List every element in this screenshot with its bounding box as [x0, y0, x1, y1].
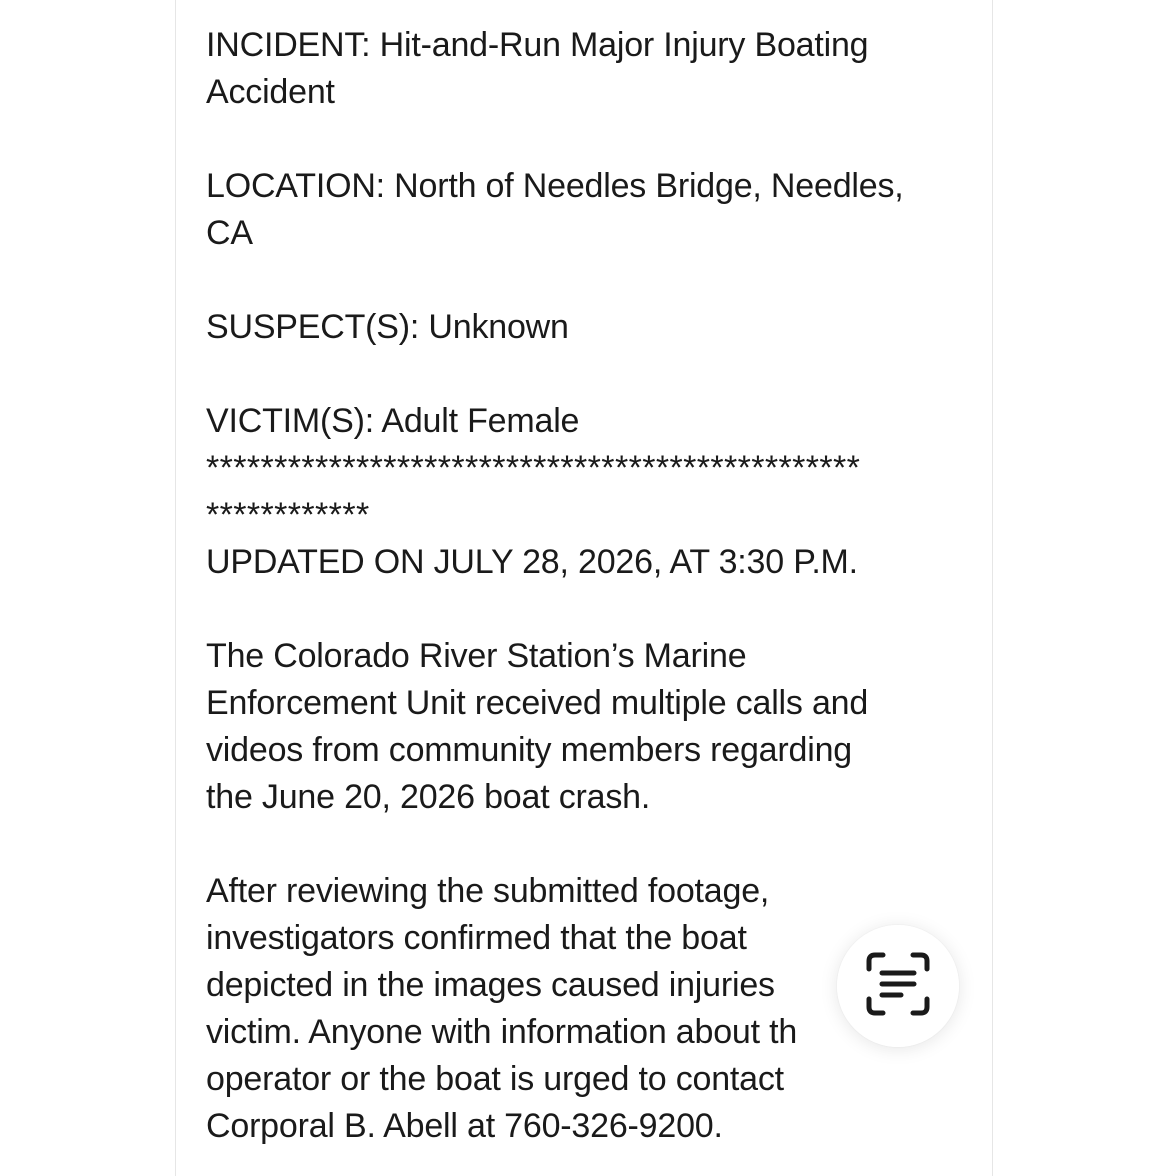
- location-line-2: CA: [206, 214, 253, 252]
- live-text-scan-button[interactable]: [837, 925, 959, 1047]
- divider-stars-1: ************************************************: [206, 449, 861, 487]
- paragraph-1-line: The Colorado River Station’s Marine: [206, 637, 747, 675]
- suspects-line: SUSPECT(S): Unknown: [206, 308, 569, 346]
- paragraph-2-line: Corporal B. Abell at 760-326-9200.: [206, 1107, 723, 1145]
- updated-line: UPDATED ON JULY 28, 2026, AT 3:30 P.M.: [206, 543, 858, 581]
- text-scan-icon: [863, 949, 933, 1024]
- paragraph-1-line: Enforcement Unit received multiple calls and: [206, 684, 869, 722]
- paragraph-2-line: After reviewing the submitted footage,: [206, 872, 770, 910]
- location-line-1: LOCATION: North of Needles Bridge, Needles,: [206, 167, 904, 205]
- paragraph-1-line: the June 20, 2026 boat crash.: [206, 778, 651, 816]
- paragraph-1-line: videos from community members regarding: [206, 731, 852, 769]
- paragraph-2-line: operator or the boat is urged to contact: [206, 1060, 784, 1098]
- incident-line-1: INCIDENT: Hit-and-Run Major Injury Boating: [206, 26, 869, 64]
- paragraph-2-line: investigators confirmed that the boat: [206, 919, 747, 957]
- paragraph-2-line: victim. Anyone with information about th: [206, 1013, 798, 1051]
- victims-line: VICTIM(S): Adult Female: [206, 402, 580, 440]
- divider-stars-2: ************: [206, 496, 370, 534]
- paragraph-2-line: depicted in the images caused injuries: [206, 966, 775, 1004]
- incident-line-2: Accident: [206, 73, 335, 111]
